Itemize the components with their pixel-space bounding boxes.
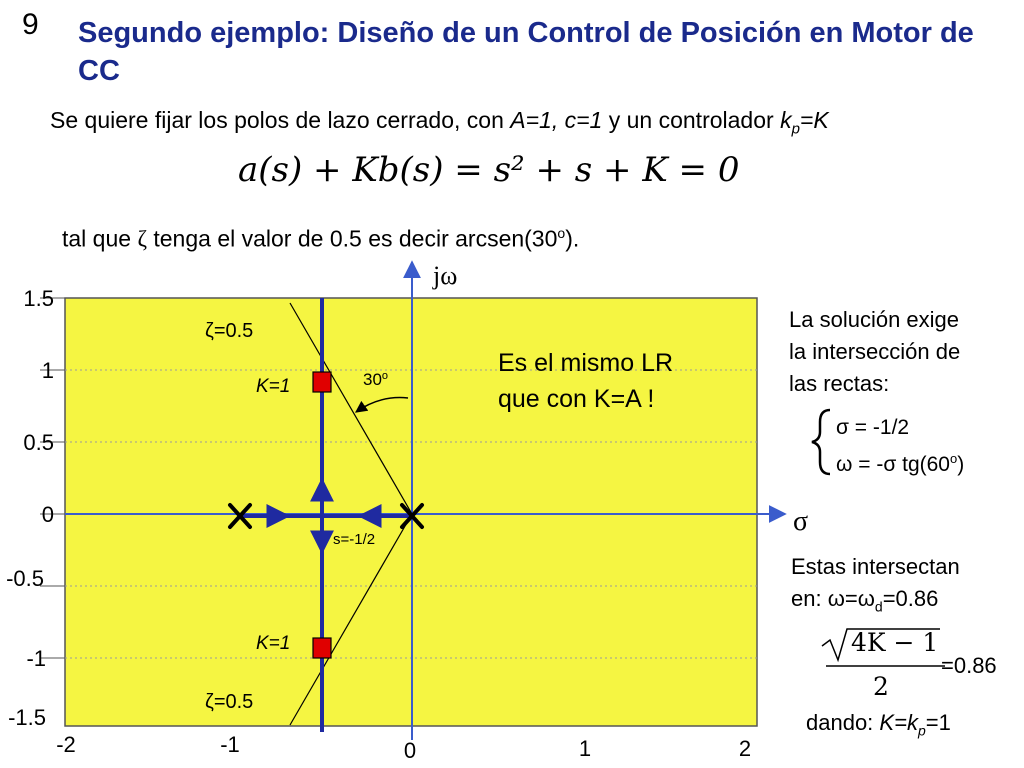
result-k: K — [879, 710, 895, 735]
angle-degree: o — [381, 370, 389, 382]
y-tick-label: 1 — [41, 358, 54, 383]
same-lr-line2: que con K=A ! — [498, 385, 655, 413]
intersect-line2 — [791, 583, 960, 622]
result-sub: p — [917, 722, 926, 739]
zeta-end: ). — [565, 225, 580, 252]
zeta-symbol: ζ — [137, 226, 147, 252]
x-tick-label: 0 — [403, 738, 417, 763]
y-tick-label: 1.5 — [23, 286, 54, 311]
zeta-deg: o — [557, 225, 566, 241]
zeta-label-upper: ζ=0.5 — [205, 320, 254, 342]
intersect-value: =0.86 — [882, 586, 939, 611]
intersect-omega: en: ω=ω — [791, 586, 875, 611]
fraction-result: =0.86 — [941, 653, 997, 678]
y-tick-label: -1 — [26, 646, 46, 671]
intersect-text — [791, 551, 960, 622]
angle-value: 30 — [363, 370, 382, 389]
x-tick-label: 2 — [738, 736, 752, 761]
zeta-post: tenga el valor de 0.5 es decir arcsen(30 — [146, 225, 558, 252]
solution-line: la intersección de — [789, 339, 961, 364]
system-brace — [812, 410, 830, 474]
y-tick-label: 0 — [41, 502, 54, 527]
x-tick-label: -2 — [56, 732, 76, 757]
y-tick-label: -0.5 — [6, 566, 44, 591]
equation-sigma: σ = -1/2 — [836, 416, 910, 439]
intro-mid: y un controlador — [602, 107, 781, 133]
fraction-denominator: 2 — [873, 672, 889, 701]
eq2-text: ω = -σ tg(60 — [836, 453, 950, 476]
x-tick-label: -1 — [220, 732, 240, 757]
result-end: =1 — [925, 710, 951, 735]
y-tick-label: 0.5 — [23, 430, 54, 455]
intro-kp-sub: p — [791, 120, 800, 138]
x-tick-label: 1 — [578, 736, 592, 761]
eq2-degree: o — [949, 451, 958, 466]
zeta-pre: tal que — [62, 225, 138, 252]
jw-axis-label: jω — [433, 261, 458, 290]
intro-a-c: A=1, c=1 — [510, 107, 603, 133]
zeta-label-lower: ζ=0.5 — [205, 691, 254, 713]
intersect-sub: d — [874, 598, 883, 615]
solution-line: las rectas: — [789, 371, 890, 396]
solution-line: La solución exige — [789, 307, 960, 332]
sigma-axis-label: σ — [793, 506, 809, 537]
intro-kp: k — [780, 107, 792, 133]
slide-number: 9 — [22, 8, 39, 41]
solution-text — [789, 304, 960, 400]
intro-lead: Se quiere fijar los polos de lazo cerrado, con — [50, 107, 511, 133]
slide-title: Segundo ejemplo: Diseño de un Control de Posición en Motor de CC — [78, 17, 974, 87]
closed-loop-pole-upper — [313, 372, 331, 392]
intersect-line1: Estas intersectan — [791, 554, 960, 579]
k1-label-upper: K=1 — [256, 376, 291, 397]
s-half-label: s=-1/2 — [333, 531, 376, 548]
result-pre: dando: — [806, 710, 880, 735]
k1-label-lower: K=1 — [256, 633, 291, 654]
same-lr-line1: Es el mismo LR — [498, 349, 674, 377]
result-text — [806, 710, 951, 738]
closed-loop-pole-lower — [313, 638, 331, 658]
result-eq: =k — [894, 710, 918, 735]
fraction-numerator: 4K − 1 — [851, 628, 939, 657]
eq2-end: ) — [957, 453, 965, 476]
equation-omega — [836, 451, 964, 477]
intro-kp-rest: =K — [799, 107, 829, 133]
y-tick-label: -1.5 — [8, 705, 46, 730]
characteristic-equation: a(s) + Kb(s) = s² + s + K = 0 — [238, 150, 740, 190]
